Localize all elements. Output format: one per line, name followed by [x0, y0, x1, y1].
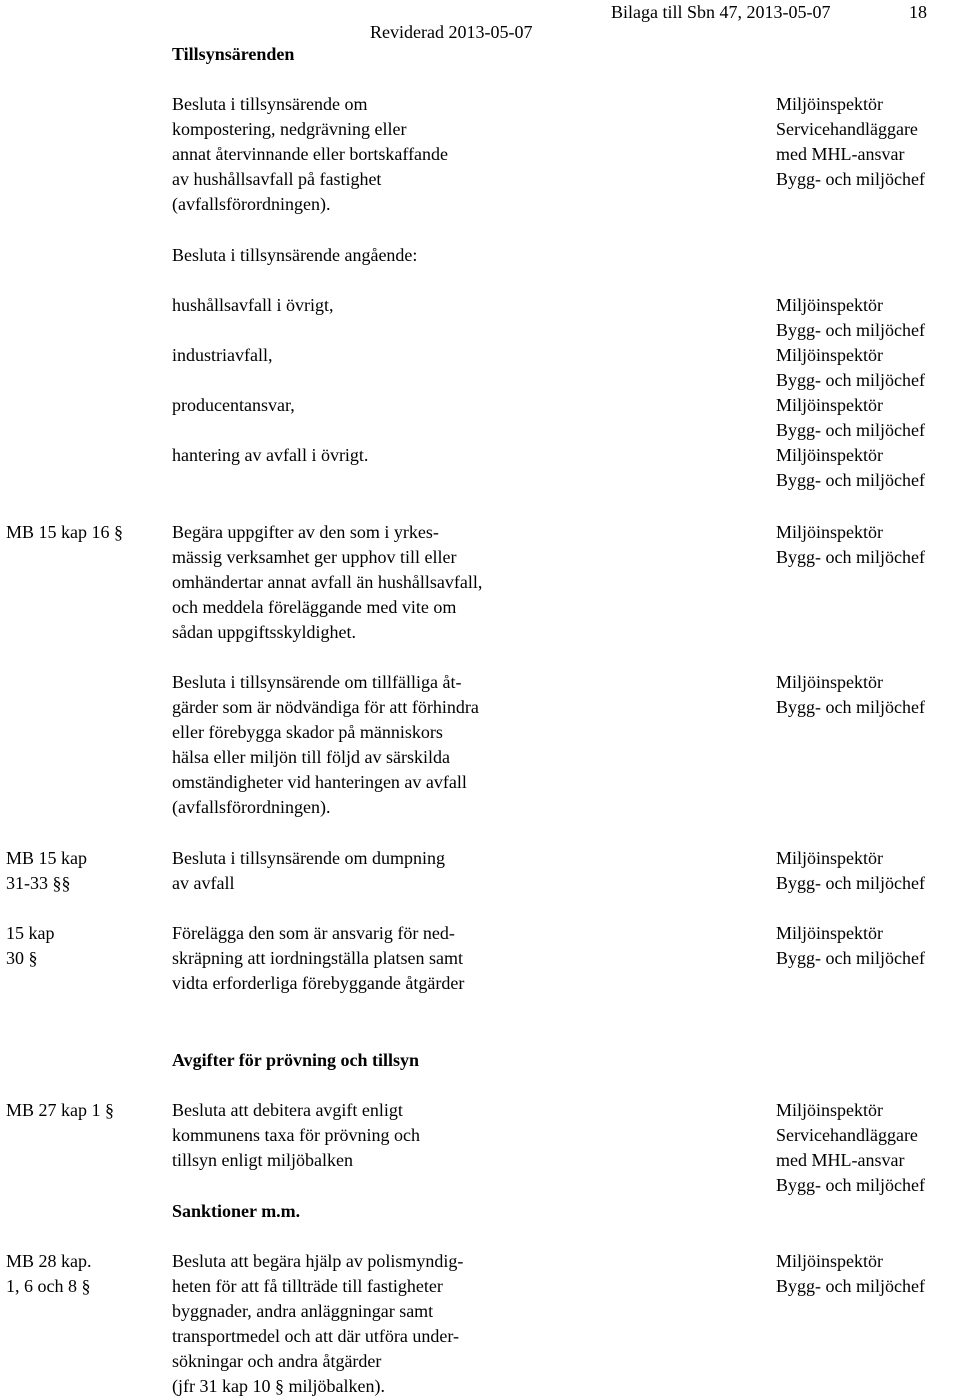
sanctions-heading: Sanktioner m.m.: [172, 1201, 301, 1221]
legal-reference: MB 27 kap 1 §: [6, 1100, 114, 1120]
attachment-reference: Bilaga till Sbn 47, 2013-05-07: [611, 2, 831, 22]
legal-reference: MB 15 kap 16 §: [6, 522, 123, 542]
revision-date: Reviderad 2013-05-07: [370, 22, 533, 42]
row-delegates: Miljöinspektör Bygg- och miljöchef: [776, 923, 925, 968]
row-delegates: Miljöinspektör Bygg- och miljöchef: [776, 1251, 925, 1296]
legal-reference: MB 15 kap 31-33 §§: [6, 848, 87, 893]
row-delegates: Miljöinspektör Bygg- och miljöchef: [776, 522, 925, 567]
row-text: hantering av avfall i övrigt.: [172, 445, 369, 465]
row-text: Besluta i tillsynsärende om tillfälliga åt- gärder som är nödvändiga för att förhindra eller förebygga skador på människors hälsa eller miljön till följd av särskilda omständigheter vid hanteringen av avfall (avfallsförordningen).: [172, 672, 479, 817]
row-text: industriavfall,: [172, 345, 273, 365]
row-text: Begära uppgifter av den som i yrkes- mässig verksamhet ger upphov till eller omhändertar annat avfall än hushållsavfall, och meddela föreläggande med vite om sådan uppgiftsskyldighet.: [172, 522, 483, 642]
row-text: producentansvar,: [172, 395, 295, 415]
fees-heading: Avgifter för prövning och tillsyn: [172, 1050, 419, 1070]
row-delegates: Miljöinspektör Bygg- och miljöchef Miljöinspektör Bygg- och miljöchef Miljöinspektör Bygg- och miljöchef Miljöinspektör Bygg- och miljöchef: [776, 295, 925, 490]
legal-reference: 15 kap 30 §: [6, 923, 55, 968]
row-delegates: Miljöinspektör Bygg- och miljöchef: [776, 672, 925, 717]
page-number: 18: [909, 2, 927, 22]
section-title: Tillsynsärenden: [172, 44, 295, 64]
row-text: Förelägga den som är ansvarig för ned- skräpning att iordningställa platsen samt vidta erforderliga förebyggande åtgärder: [172, 923, 465, 993]
row-text: Besluta att begära hjälp av polismyndig- heten för att få tillträde till fastigheter byggnader, andra anläggningar samt transportmedel och att där utföra under- sökningar och andra åtgärder (jfr 31 kap 10 § miljöbalken).: [172, 1251, 464, 1396]
row-text: Besluta i tillsynsärende om dumpning av avfall: [172, 848, 445, 893]
row-text: Besluta i tillsynsärende angående:: [172, 245, 418, 265]
row-text: hushållsavfall i övrigt,: [172, 295, 334, 315]
row-delegates: Miljöinspektör Servicehandläggare med MHL-ansvar Bygg- och miljöchef: [776, 94, 925, 189]
row-delegates: Miljöinspektör Bygg- och miljöchef: [776, 848, 925, 893]
legal-reference: MB 28 kap. 1, 6 och 8 §: [6, 1251, 92, 1296]
row-text: Besluta i tillsynsärende om kompostering, nedgrävning eller annat återvinnande eller bortskaffande av hushållsavfall på fastighet (avfallsförordningen).: [172, 94, 449, 214]
row-text: Besluta att debitera avgift enligt kommunens taxa för prövning och tillsyn enligt miljöbalken: [172, 1100, 420, 1170]
row-delegates: Miljöinspektör Servicehandläggare med MHL-ansvar Bygg- och miljöchef: [776, 1100, 925, 1195]
